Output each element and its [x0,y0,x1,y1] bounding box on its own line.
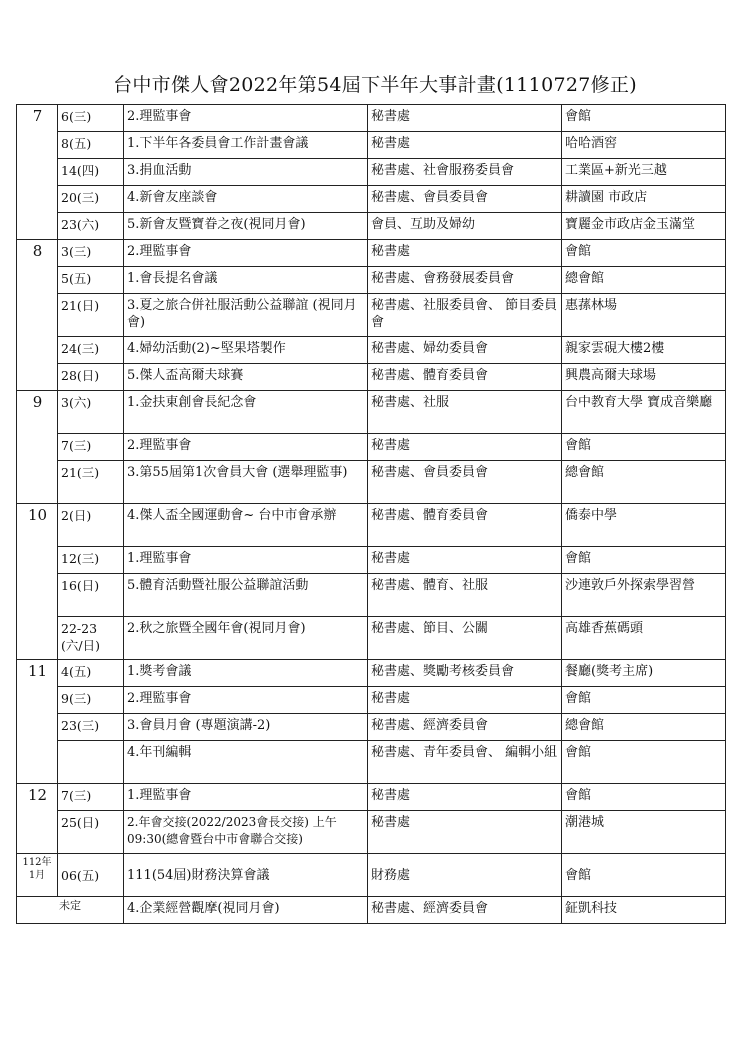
table-row [17,897,726,924]
place-cell: 哈哈酒窖 [562,132,726,159]
unit-cell: 秘書處 [368,105,562,132]
table-row [17,186,726,213]
month-cell: 9 [17,391,58,504]
event-cell: 3.第55屆第1次會員大會 (選舉理監事) [124,461,368,504]
unit-cell: 秘書處、體育委員會 [368,504,562,547]
unit-cell: 秘書處、體育委員會 [368,364,562,391]
place-cell: 耕讀園 市政店 [562,186,726,213]
month-cell: 112年 1月 [17,854,58,897]
event-cell: 5.新會友暨寶眷之夜(視同月會) [124,213,368,240]
month-cell: 11 [17,660,58,784]
unit-cell: 秘書處、社服委員會、 節目委員會 [368,294,562,337]
unit-cell: 秘書處 [368,240,562,267]
place-cell: 會館 [562,741,726,784]
table-row [17,687,726,714]
unit-cell: 秘書處 [368,132,562,159]
date-cell: 6(三) [58,105,124,132]
date-cell: 23(三) [58,714,124,741]
place-cell: 惠蓀林場 [562,294,726,337]
date-cell: 22-23 (六/日) [58,617,124,660]
table-row [17,391,726,434]
table-row [17,240,726,267]
unit-cell: 財務處 [368,854,562,897]
unit-cell: 秘書處、經濟委員會 [368,714,562,741]
unit-cell: 秘書處、青年委員會、 編輯小組 [368,741,562,784]
event-cell: 1.理監事會 [124,547,368,574]
event-cell: 1.理監事會 [124,784,368,811]
date-cell: 25(日) [58,811,124,854]
event-cell: 2.年會交接(2022/2023會長交接) 上午09:30(總會暨台中市會聯合交接) [124,811,368,854]
date-cell: 7(三) [58,784,124,811]
event-cell: 2.理監事會 [124,434,368,461]
table-row [17,294,726,337]
event-cell: 4.企業經營觀摩(視同月會) [124,897,368,924]
unit-cell: 秘書處、節目、公關 [368,617,562,660]
table-row [17,547,726,574]
date-cell: 3(三) [58,240,124,267]
place-cell: 親家雲硯大樓2樓 [562,337,726,364]
place-cell: 僑泰中學 [562,504,726,547]
table-row [17,504,726,547]
unit-cell: 秘書處、經濟委員會 [368,897,562,924]
date-cell: 14(四) [58,159,124,186]
unit-cell: 秘書處 [368,434,562,461]
date-cell: 16(日) [58,574,124,617]
event-cell: 111(54屆)財務決算會議 [124,854,368,897]
date-cell: 21(日) [58,294,124,337]
date-cell: 28(日) [58,364,124,391]
table-row [17,741,726,784]
event-cell: 4.年刊編輯 [124,741,368,784]
date-cell: 3(六) [58,391,124,434]
date-cell: 2(日) [58,504,124,547]
month-cell: 10 [17,504,58,660]
date-cell: 12(三) [58,547,124,574]
date-cell: 24(三) [58,337,124,364]
event-cell: 4.新會友座談會 [124,186,368,213]
date-cell: 06(五) [58,854,124,897]
unit-cell: 秘書處 [368,784,562,811]
event-cell: 4.婦幼活動(2)~堅果塔製作 [124,337,368,364]
place-cell: 工業區+新光三越 [562,159,726,186]
table-row [17,714,726,741]
place-cell: 會館 [562,854,726,897]
unit-cell: 秘書處 [368,547,562,574]
date-cell: 8(五) [58,132,124,159]
table-row [17,811,726,854]
unit-cell: 秘書處、會務發展委員會 [368,267,562,294]
place-cell: 總會館 [562,267,726,294]
place-cell: 興農高爾夫球場 [562,364,726,391]
unit-cell: 秘書處、婦幼委員會 [368,337,562,364]
event-cell: 1.下半年各委員會工作計畫會議 [124,132,368,159]
place-cell: 餐廳(獎考主席) [562,660,726,687]
month-cell: 12 [17,784,58,854]
date-cell: 9(三) [58,687,124,714]
date-cell [58,741,124,784]
table-row [17,461,726,504]
event-cell: 1.金扶東創會長紀念會 [124,391,368,434]
event-cell: 3.捐血活動 [124,159,368,186]
event-cell: 3.夏之旅合併社服活動公益聯誼 (視同月會) [124,294,368,337]
place-cell: 會館 [562,434,726,461]
event-cell: 4.傑人盃全國運動會~ 台中市會承辦 [124,504,368,547]
date-cell: 21(三) [58,461,124,504]
unit-cell: 秘書處、體育、社服 [368,574,562,617]
event-cell: 5.傑人盃高爾夫球賽 [124,364,368,391]
event-cell: 2.理監事會 [124,105,368,132]
place-cell: 鉦凱科技 [562,897,726,924]
date-cell: 7(三) [58,434,124,461]
event-cell: 2.理監事會 [124,687,368,714]
table-row [17,159,726,186]
event-cell: 3.會員月會 (專題演講-2) [124,714,368,741]
unit-cell: 秘書處、社服 [368,391,562,434]
place-cell: 沙連敦戶外探索學習營 [562,574,726,617]
unit-cell: 秘書處、社會服務委員會 [368,159,562,186]
unit-cell: 秘書處、會員委員會 [368,186,562,213]
table-row [17,574,726,617]
table-row [17,267,726,294]
table-row [17,660,726,687]
date-cell: 20(三) [58,186,124,213]
place-cell: 高雄香蕉碼頭 [562,617,726,660]
table-row [17,617,726,660]
event-cell: 2.理監事會 [124,240,368,267]
table-row [17,132,726,159]
event-cell: 2.秋之旅暨全國年會(視同月會) [124,617,368,660]
table-row [17,784,726,811]
place-cell: 會館 [562,105,726,132]
schedule-table [16,104,726,924]
table-row [17,854,726,897]
table-row [17,337,726,364]
unit-cell: 秘書處、會員委員會 [368,461,562,504]
event-cell: 1.會長提名會議 [124,267,368,294]
unit-cell: 會員、互助及婦幼 [368,213,562,240]
table-row [17,364,726,391]
place-cell: 台中教育大學 寶成音樂廳 [562,391,726,434]
month-cell: 7 [17,105,58,240]
place-cell: 會館 [562,240,726,267]
table-row [17,213,726,240]
table-row [17,434,726,461]
place-cell: 潮港城 [562,811,726,854]
unit-cell: 秘書處、獎勵考核委員會 [368,660,562,687]
event-cell: 1.獎考會議 [124,660,368,687]
place-cell: 會館 [562,547,726,574]
place-cell: 會館 [562,687,726,714]
place-cell: 總會館 [562,461,726,504]
table-row [17,105,726,132]
date-cell: 23(六) [58,213,124,240]
place-cell: 總會館 [562,714,726,741]
month-cell: 8 [17,240,58,391]
event-cell: 5.體育活動暨社服公益聯誼活動 [124,574,368,617]
page-title: 台中市傑人會2022年第54屆下半年大事計畫(1110727修正) [113,74,637,96]
unit-cell: 秘書處 [368,687,562,714]
unit-cell: 秘書處 [368,811,562,854]
date-cell: 4(五) [58,660,124,687]
date-cell: 5(五) [58,267,124,294]
month-cell: 未定 [17,897,124,924]
place-cell: 會館 [562,784,726,811]
place-cell: 寶麗金市政店金玉滿堂 [562,213,726,240]
